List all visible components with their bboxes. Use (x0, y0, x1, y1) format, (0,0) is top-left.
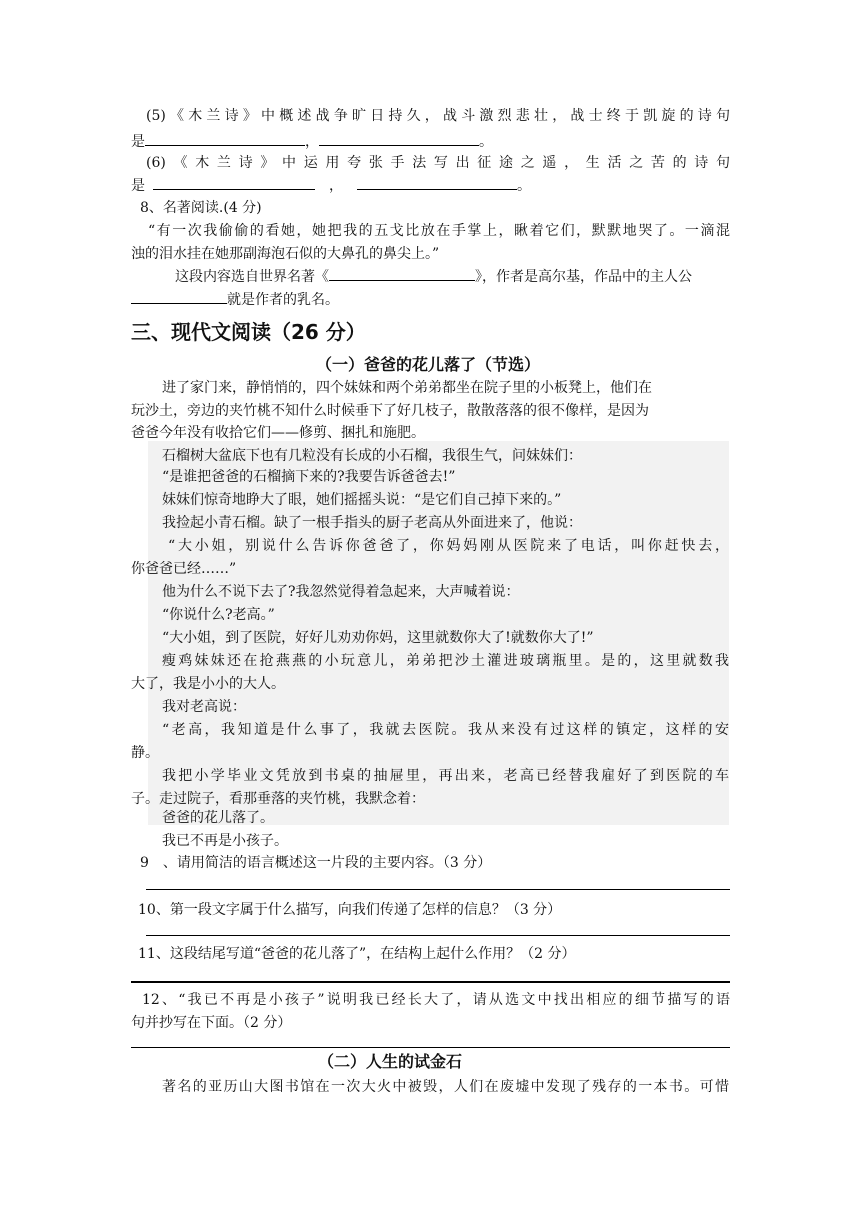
q5-answer-line (131, 131, 493, 152)
passage-2-line-1: 著名的亚历山大图书馆在一次大火中被毁，人们在废墟中发现了残存的一本书。可惜 (162, 1079, 729, 1095)
passage-1-intro-line-1: 进了家门来，静悄悄的，四个妹妹和两个弟弟都坐在院子里的小板凳上，他们在 (162, 380, 652, 396)
q6-lead: 是 (131, 178, 145, 194)
q8-protagonist-blank[interactable] (131, 289, 227, 304)
passage-1-line: “你说什么?老高。” (162, 607, 275, 623)
q6-blank-2[interactable] (357, 175, 517, 190)
passage-1-line: 静。 (131, 745, 159, 761)
passage-1-line: 他为什么不说下去了?我忽然觉得着急起来，大声喊着说： (162, 584, 520, 600)
q11-answer-line[interactable] (131, 981, 730, 983)
q6-blank-1[interactable] (153, 175, 315, 190)
q12-answer-line[interactable] (131, 1047, 730, 1048)
passage-1-line: “老高，我知道是什么事了，我就去医院。我从来没有过这样的镇定，这样的安 (162, 722, 729, 738)
passage-1-line: 瘦鸡妹妹还在抢燕燕的小玩意儿，弟弟把沙土灌进玻璃瓶里。是的，这里就数我 (162, 653, 729, 669)
question-11: 11、这段结尾写道“爸爸的花儿落了”，在结构上起什么作用？（2 分） (138, 946, 576, 962)
passage-1-line: 我已不再是小孩子。 (162, 833, 288, 849)
q8-book-blank[interactable] (329, 266, 475, 281)
passage-1-line: 子。走过院子，看那垂落的夹竹桃，我默念着： (131, 791, 425, 807)
passage-1-line: 我对老高说： (162, 699, 246, 715)
q6-text: (6)《木兰诗》中运用夸张手法写出征途之遥，生活之苦的诗句 (146, 155, 730, 171)
q6-comma: ， (329, 178, 343, 194)
section-3-heading: 三、现代文阅读（26 分） (131, 320, 366, 344)
q5-end: 。 (479, 134, 493, 150)
question-12-line-1: 12、“我已不再是小孩子”说明我已经长大了，请从选文中找出相应的细节描写的语 (142, 992, 730, 1008)
passage-1-line: 妹妹们惊奇地睁大了眼，她们摇摇头说：“是它们自己掉下来的。” (162, 492, 562, 508)
q8-prompt-c: 就是作者的乳名。 (227, 292, 339, 308)
q8-prompt-b: 》，作者是高尔基，作品中的主人公 (475, 269, 692, 285)
q6-answer-line (131, 175, 531, 196)
question-10: 10、第一段文字属于什么描写，向我们传递了怎样的信息？（3 分） (138, 902, 562, 918)
passage-1-line: 你爸爸已经……” (131, 561, 237, 577)
passage-2-title: （二）人生的试金石 (318, 1052, 463, 1071)
q5-lead: 是 (131, 134, 145, 150)
passage-1-title: （一）爸爸的花儿落了（节选） (316, 355, 541, 374)
passage-1-intro-line-3: 爸爸今年没有收拾它们——修剪、捆扎和施肥。 (131, 425, 425, 441)
question-12-line-2: 句并抄写在下面。（2 分） (131, 1015, 292, 1031)
passage-1-intro-line-2: 玩沙土，旁边的夹竹桃不知什么时候垂下了好几枝子，散散落落的很不像样，是因为 (131, 403, 649, 419)
q8-quote-line-2: 浊的泪水挂在她那副海泡石似的大鼻孔的鼻尖上。” (131, 246, 440, 262)
q8-prompt (175, 266, 730, 287)
question-9: 9 、请用简洁的语言概述这一片段的主要内容。（3 分） (140, 855, 492, 871)
q8-title: 8、名著阅读.(4 分) (140, 200, 262, 216)
passage-1-line: “大小姐，别说什么告诉你爸爸了，你妈妈刚从医院来了电话，叫你赶快去， (168, 538, 729, 554)
q8-prompt-end (131, 289, 339, 310)
q5-comma: ， (305, 134, 319, 150)
passage-1-line: 石榴树大盆底下也有几粒没有长成的小石榴，我很生气，问妹妹们： (162, 448, 582, 464)
passage-1-line: 爸爸的花儿落了。 (162, 810, 274, 826)
q6-end: 。 (517, 178, 531, 194)
q5-blank-1[interactable] (145, 131, 305, 146)
q8-prompt-a: 这段内容选自世界名著《 (175, 269, 329, 285)
passage-1-line: 我把小学毕业文凭放到书桌的抽屉里，再出来，老高已经替我雇好了到医院的车 (162, 768, 729, 784)
q10-answer-line[interactable] (146, 935, 730, 936)
passage-1-line: “是谁把爸爸的石榴摘下来的?我要告诉爸爸去!” (162, 469, 456, 485)
q5-blank-2[interactable] (319, 131, 479, 146)
passage-1-line: 大了，我是小小的大人。 (131, 676, 285, 692)
q9-answer-line[interactable] (146, 889, 730, 890)
passage-1-line: 我捡起小青石榴。缺了一根手指头的厨子老高从外面进来了，他说： (162, 515, 582, 531)
q8-quote-line-1: “有一次我偷偷的看她，她把我的五戈比放在手掌上，瞅着它们，默默地哭了。一滴混 (148, 223, 730, 239)
passage-1-line: “大小姐，到了医院，好好儿劝劝你妈，这里就数你大了!就数你大了!” (162, 630, 594, 646)
q5-text: (5)《木兰诗》中概述战争旷日持久，战斗激烈悲壮，战士终于凯旋的诗句 (146, 108, 730, 124)
